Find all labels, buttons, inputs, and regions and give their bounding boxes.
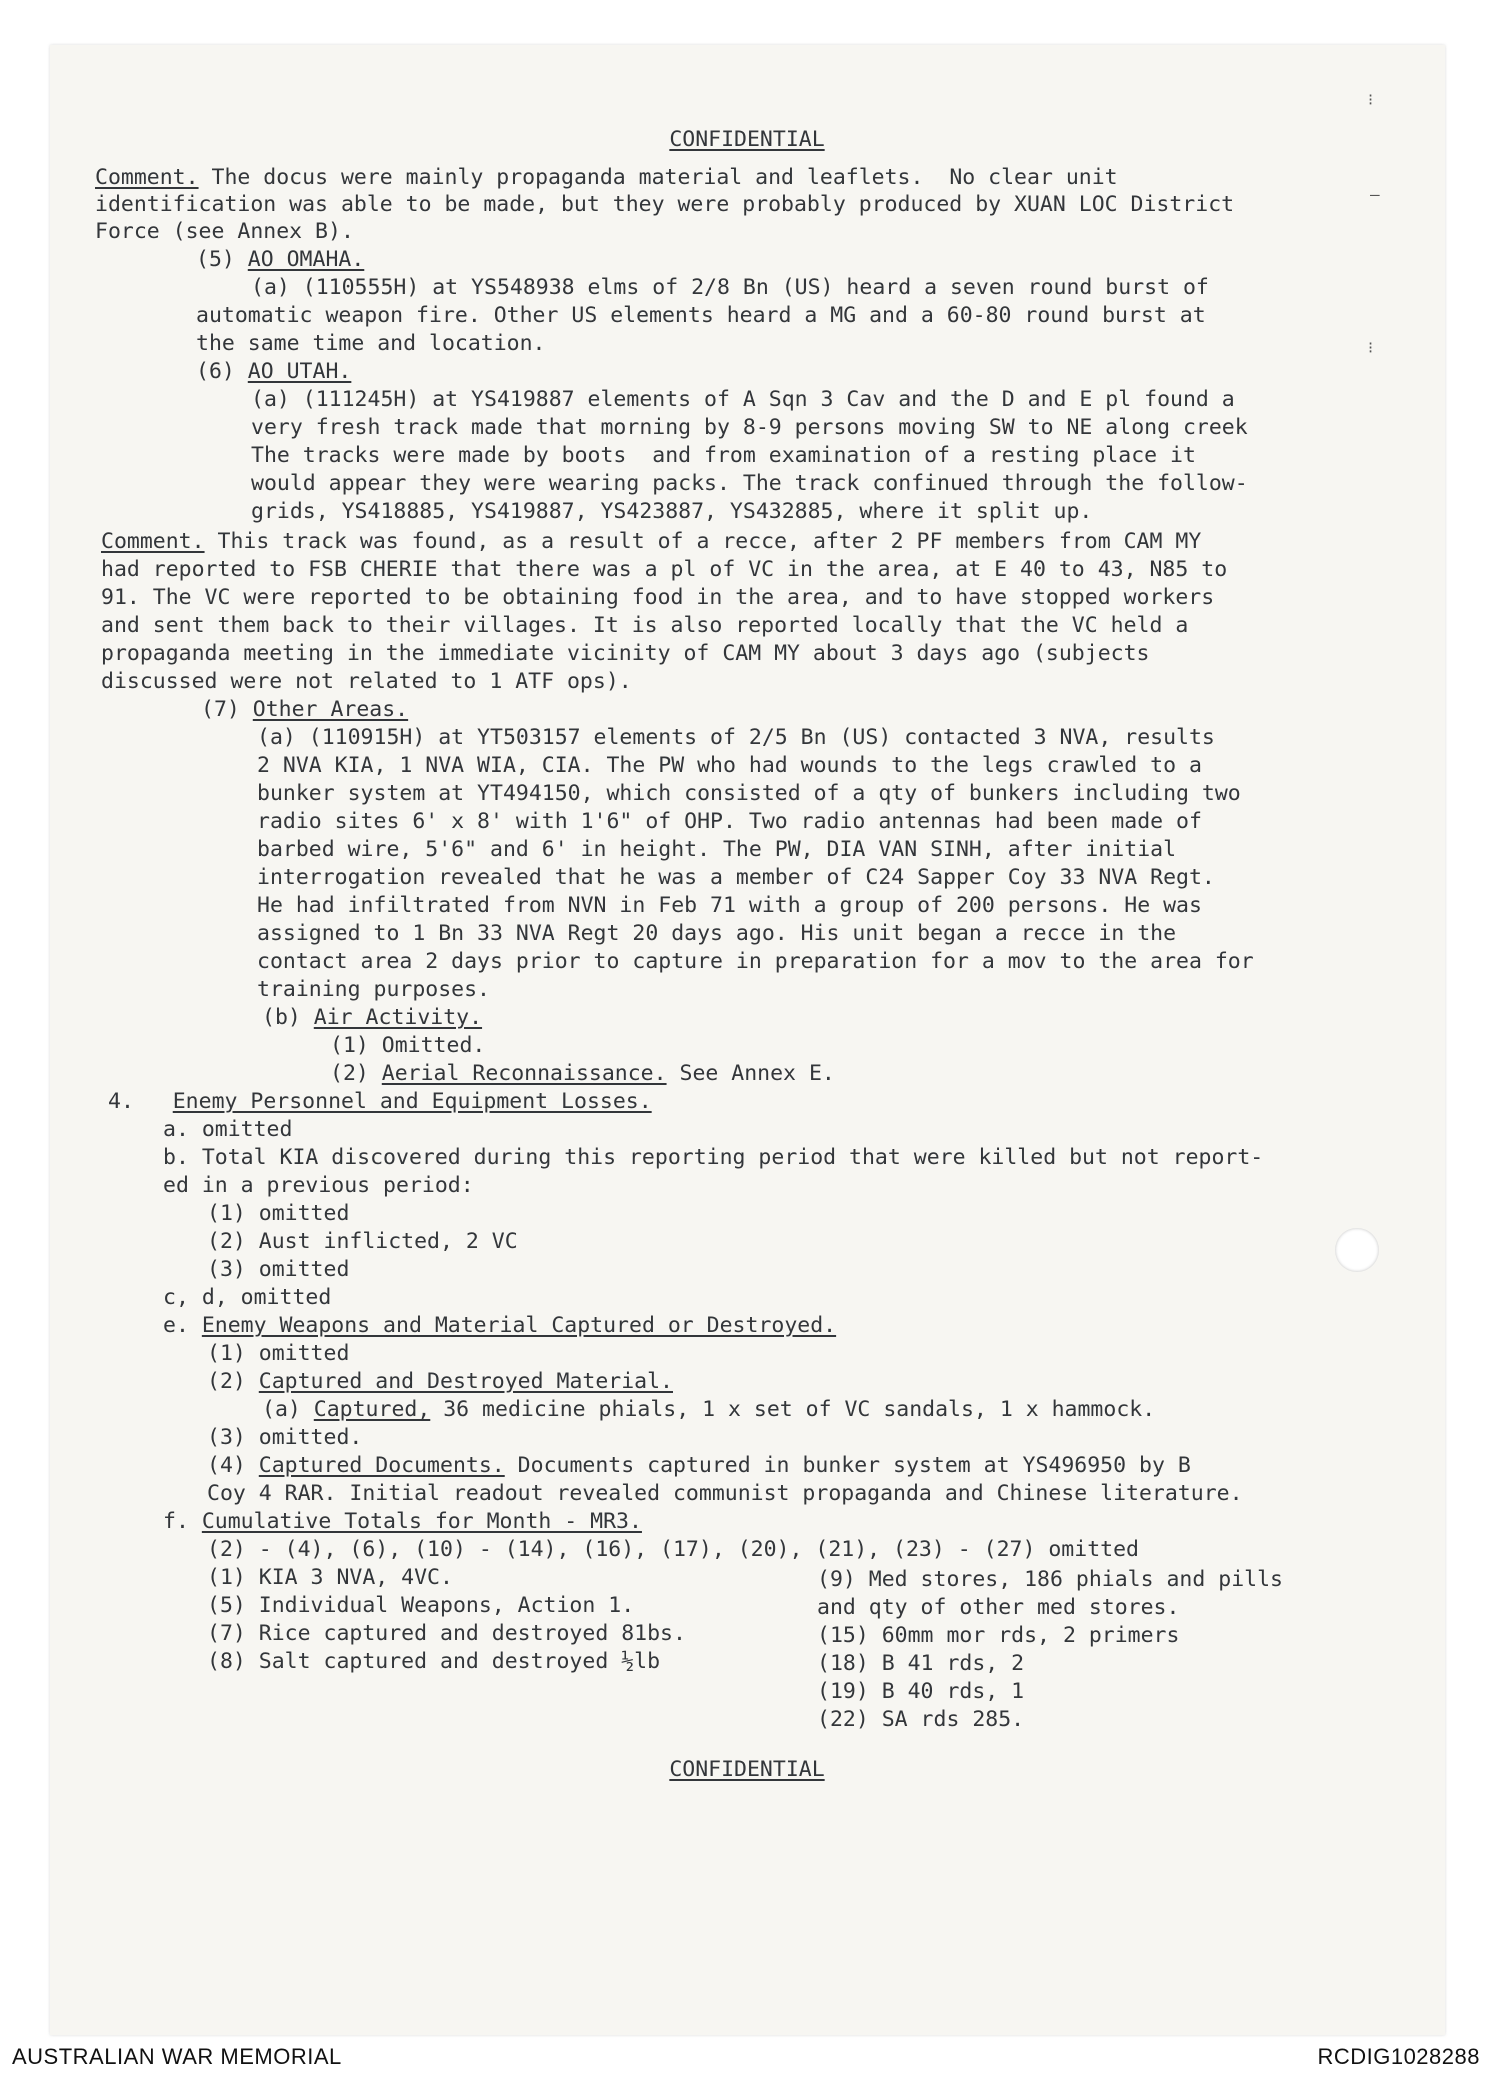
- other-areas-line: interrogation revealed that he was a member of C24 Sapper Coy 33 NVA Regt.: [257, 865, 1215, 890]
- comment1-line2: identification was able to be made, but they were probably produced by XUAN LOC District: [95, 192, 1235, 217]
- air-activity-heading: (b) Air Activity.: [262, 1005, 483, 1030]
- header-confidential: CONFIDENTIAL: [669, 127, 825, 152]
- section4-f-omitted: (2) - (4), (6), (10) - (14), (16), (17), (20), (21), (23) - (27) omitted: [207, 1537, 1139, 1562]
- margin-mark: ⁝: [1368, 90, 1374, 109]
- other-areas-line: bunker system at YT494150, which consisted of a qty of bunkers including two: [257, 781, 1241, 806]
- section4-heading: 4. Enemy Personnel and Equipment Losses.: [108, 1089, 652, 1114]
- comment1-line3: Force (see Annex B).: [95, 219, 354, 244]
- ao-utah-line: The tracks were made by boots and from examination of a resting place it: [251, 443, 1196, 468]
- ao-omaha-line: (a) (110555H) at YS548938 elms of 2/8 Bn (US) heard a seven round burst of: [251, 275, 1209, 300]
- totals-right-item: (15) 60mm mor rds, 2 primers: [817, 1623, 1180, 1648]
- margin-mark: –: [1370, 185, 1380, 204]
- other-areas-line: barbed wire, 5'6" and 6' in height. The PW, DIA VAN SINH, after initial: [257, 837, 1177, 862]
- air-activity-item: (1) Omitted.: [330, 1033, 486, 1058]
- section4-item: b. Total KIA discovered during this reporting period that were killed but not report-: [163, 1145, 1264, 1170]
- section4-e2a: (a) Captured, 36 medicine phials, 1 x set of VC sandals, 1 x hammock.: [262, 1397, 1156, 1422]
- comment2-line1: Comment. This track was found, as a result of a recce, after 2 PF members from CAM MY: [101, 529, 1202, 554]
- other-areas-line: contact area 2 days prior to capture in preparation for a mov to the area for: [257, 949, 1254, 974]
- comment2-line: had reported to FSB CHERIE that there was a pl of VC in the area, at E 40 to 43, N85 to: [101, 557, 1228, 582]
- totals-left-item: (1) KIA 3 NVA, 4VC.: [207, 1565, 453, 1590]
- totals-right-item: (9) Med stores, 186 phials and pills: [817, 1567, 1283, 1592]
- ao-utah-heading: (6) AO UTAH.: [196, 359, 352, 384]
- comment2-line: discussed were not related to 1 ATF ops).: [101, 669, 632, 694]
- totals-right-item: (19) B 40 rds, 1: [817, 1679, 1025, 1704]
- section4-f-heading: f. Cumulative Totals for Month - MR3.: [163, 1509, 642, 1534]
- section4-subitem: (3) omitted.: [207, 1425, 363, 1450]
- ao-utah-line: grids, YS418885, YS419887, YS423887, YS432885, where it split up.: [251, 499, 1093, 524]
- other-areas-line: radio sites 6' x 8' with 1'6" of OHP. Two radio antennas had been made of: [257, 809, 1202, 834]
- ao-utah-line: very fresh track made that morning by 8-9 persons moving SW to NE along creek: [251, 415, 1248, 440]
- other-areas-line: assigned to 1 Bn 33 NVA Regt 20 days ago. His unit began a recce in the: [257, 921, 1177, 946]
- section4-subitem: (2) Aust inflicted, 2 VC: [207, 1229, 518, 1254]
- ao-omaha-line: the same time and location.: [196, 331, 546, 356]
- section4-e4-line2: Coy 4 RAR. Initial readout revealed communist propaganda and Chinese literature.: [207, 1481, 1243, 1506]
- comment2-line: and sent them back to their villages. It is also reported locally that the VC held a: [101, 613, 1189, 638]
- totals-left-item: (7) Rice captured and destroyed 81bs.: [207, 1621, 686, 1646]
- section4-item: ed in a previous period:: [163, 1173, 474, 1198]
- other-areas-heading: (7) Other Areas.: [201, 697, 409, 722]
- totals-right-item: (22) SA rds 285.: [817, 1707, 1025, 1732]
- totals-left-item: (8) Salt captured and destroyed ½lb: [207, 1649, 661, 1674]
- section4-item: c, d, omitted: [163, 1285, 332, 1310]
- section4-e4: (4) Captured Documents. Documents captured in bunker system at YS496950 by B: [207, 1453, 1191, 1478]
- totals-left-item: (5) Individual Weapons, Action 1.: [207, 1593, 635, 1618]
- other-areas-line: training purposes.: [257, 977, 490, 1002]
- ao-utah-line: would appear they were wearing packs. The track confinued through the follow-: [251, 471, 1248, 496]
- section4-subitem: (1) omitted: [207, 1341, 350, 1366]
- footer-right: RCDIG1028288: [1317, 2044, 1480, 2069]
- section4-e2-heading: (2) Captured and Destroyed Material.: [207, 1369, 673, 1394]
- section4-subitem: (3) omitted: [207, 1257, 350, 1282]
- ao-omaha-line: automatic weapon fire. Other US elements heard a MG and a 60-80 round burst at: [196, 303, 1206, 328]
- comment2-line: propaganda meeting in the immediate vicinity of CAM MY about 3 days ago (subjects: [101, 641, 1150, 666]
- footer-left: AUSTRALIAN WAR MEMORIAL: [12, 2044, 342, 2069]
- totals-right-item: and qty of other med stores.: [817, 1595, 1180, 1620]
- comment2-line: 91. The VC were reported to be obtaining food in the area, and to have stopped workers: [101, 585, 1215, 610]
- other-areas-line: He had infiltrated from NVN in Feb 71 with a group of 200 persons. He was: [257, 893, 1202, 918]
- section4-item: a. omitted: [163, 1117, 293, 1142]
- other-areas-line: 2 NVA KIA, 1 NVA WIA, CIA. The PW who had wounds to the legs crawled to a: [257, 753, 1202, 778]
- ao-utah-line: (a) (111245H) at YS419887 elements of A Sqn 3 Cav and the D and E pl found a: [251, 387, 1235, 412]
- comment-label: Comment.: [95, 165, 199, 190]
- comment1-line1: Comment. The docus were mainly propaganda material and leaflets. No clear unit: [95, 165, 1118, 190]
- ao-omaha-heading: (5) AO OMAHA.: [196, 247, 365, 272]
- aerial-recon-item: (2) Aerial Reconnaissance. See Annex E.: [330, 1061, 835, 1086]
- margin-mark: ⁝: [1368, 338, 1374, 357]
- totals-right-item: (18) B 41 rds, 2: [817, 1651, 1025, 1676]
- section4-e-heading: e. Enemy Weapons and Material Captured or Destroyed.: [163, 1313, 837, 1338]
- other-areas-line: (a) (110915H) at YT503157 elements of 2/5 Bn (US) contacted 3 NVA, results: [257, 725, 1215, 750]
- section4-subitem: (1) omitted: [207, 1201, 350, 1226]
- footer-confidential: CONFIDENTIAL: [669, 1757, 825, 1782]
